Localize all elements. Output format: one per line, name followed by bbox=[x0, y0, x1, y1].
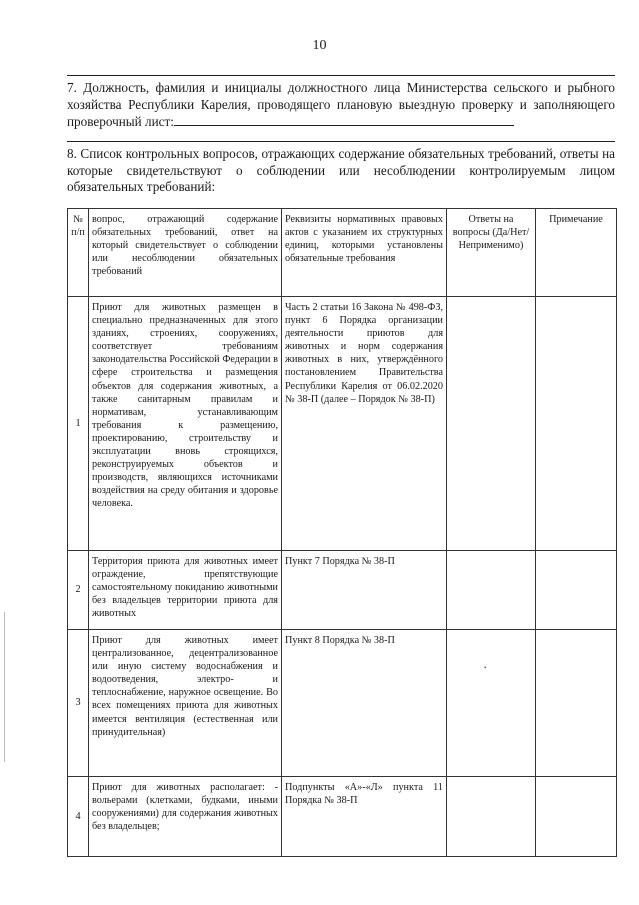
row-answer-cell[interactable] bbox=[447, 551, 536, 630]
separator-rule bbox=[67, 141, 615, 142]
header-requisites: Реквизиты нормативных правовых актов с указанием их структурных единиц, которыми установлены обязательные требования bbox=[282, 209, 447, 297]
row-num: 2 bbox=[68, 551, 89, 630]
row-requisites: Пункт 8 Порядка № 38-П bbox=[282, 630, 447, 777]
table-row bbox=[68, 630, 617, 777]
row-answer-cell[interactable] bbox=[447, 777, 536, 857]
row-note-cell[interactable] bbox=[536, 297, 617, 551]
top-rule bbox=[67, 75, 615, 76]
header-question: вопрос, отражающий содержание обязательных требований, ответ на который свидетельствует о соблюдении или несоблюдении обязательных требований bbox=[89, 209, 282, 297]
table-header-row bbox=[68, 209, 617, 297]
row-num: 3 bbox=[68, 630, 89, 777]
row-question: Приют для животных располагает: - вольерами (клетками, будками, иными сооружениями) для содержания животных без владельцев; bbox=[89, 777, 282, 857]
header-num: № п/п bbox=[68, 209, 89, 297]
row-question: Приют для животных имеет централизованное, децентрализованное или иную систему водоснабжения и водоотведения, электро- и теплоснабжение, наружное освещение. Во всех помещениях приюта для животных имеется вентиляция (естественная или принудительная) bbox=[89, 630, 282, 777]
page-number: 10 bbox=[312, 38, 327, 53]
header-note: Примечание bbox=[536, 209, 617, 297]
header-answers: Ответы на вопросы (Да/Нет/Неприменимо) bbox=[447, 209, 536, 297]
checklist-table bbox=[67, 208, 617, 857]
row-answer-cell[interactable] bbox=[447, 630, 536, 777]
official-name-fill-line bbox=[174, 113, 514, 126]
row-note-cell[interactable] bbox=[536, 630, 617, 777]
row-note-cell[interactable] bbox=[536, 777, 617, 857]
row-requisites: Пункт 7 Порядка № 38-П bbox=[282, 551, 447, 630]
row-question: Территория приюта для животных имеет ограждение, препятствующие самостоятельному покиданию животными без владельцев территории приюта для животных bbox=[89, 551, 282, 630]
table-row bbox=[68, 777, 617, 857]
row-requisites: Часть 2 статьи 16 Закона № 498-ФЗ, пункт 6 Порядка организации деятельности приютов для животных и норм содержания животных в них, утверждённого постановлением Правительства Республики Карелия от 06.02.2020 № 38-П (далее – Порядок № 38-П) bbox=[282, 297, 447, 551]
row-requisites: Подпункты «А»-«Л» пункта 11 Порядка № 38-П bbox=[282, 777, 447, 857]
table-row bbox=[68, 551, 617, 630]
section-8-paragraph: 8. Список контрольных вопросов, отражающих содержание обязательных требований, ответы на которые свидетельствуют о соблюдении или несоблюдении контролируемым лицом обязательных требований: bbox=[67, 146, 615, 194]
row-note-cell[interactable] bbox=[536, 551, 617, 630]
row-question: Приют для животных размещен в специально предназначенных для этого зданиях, строениях, сооружениях, соответствует требованиям законодательства Российской Федерации в сфере строительства и размещения объектов для содержания животных, а также санитарным правилам и нормативам, устанавливающим требования к размещению, проектированию, строительству и эксплуатации вновь строящихся, реконструируемых объектов и производств, являющихся источниками воздействия на среду обитания и здоровье человека. bbox=[89, 297, 282, 551]
row-num: 1 bbox=[68, 297, 89, 551]
table-row bbox=[68, 297, 617, 551]
stray-mark: • bbox=[484, 664, 487, 672]
section-7-paragraph bbox=[67, 80, 615, 131]
section-7-text: 7. Должность, фамилия и инициалы должностного лица Министерства сельского и рыбного хозяйства Республики Карелия, проводящего плановую выездную проверку и заполняющего проверочный лист: bbox=[67, 80, 615, 129]
scan-margin-line bbox=[4, 612, 5, 762]
row-answer-cell[interactable] bbox=[447, 297, 536, 551]
row-num: 4 bbox=[68, 777, 89, 857]
